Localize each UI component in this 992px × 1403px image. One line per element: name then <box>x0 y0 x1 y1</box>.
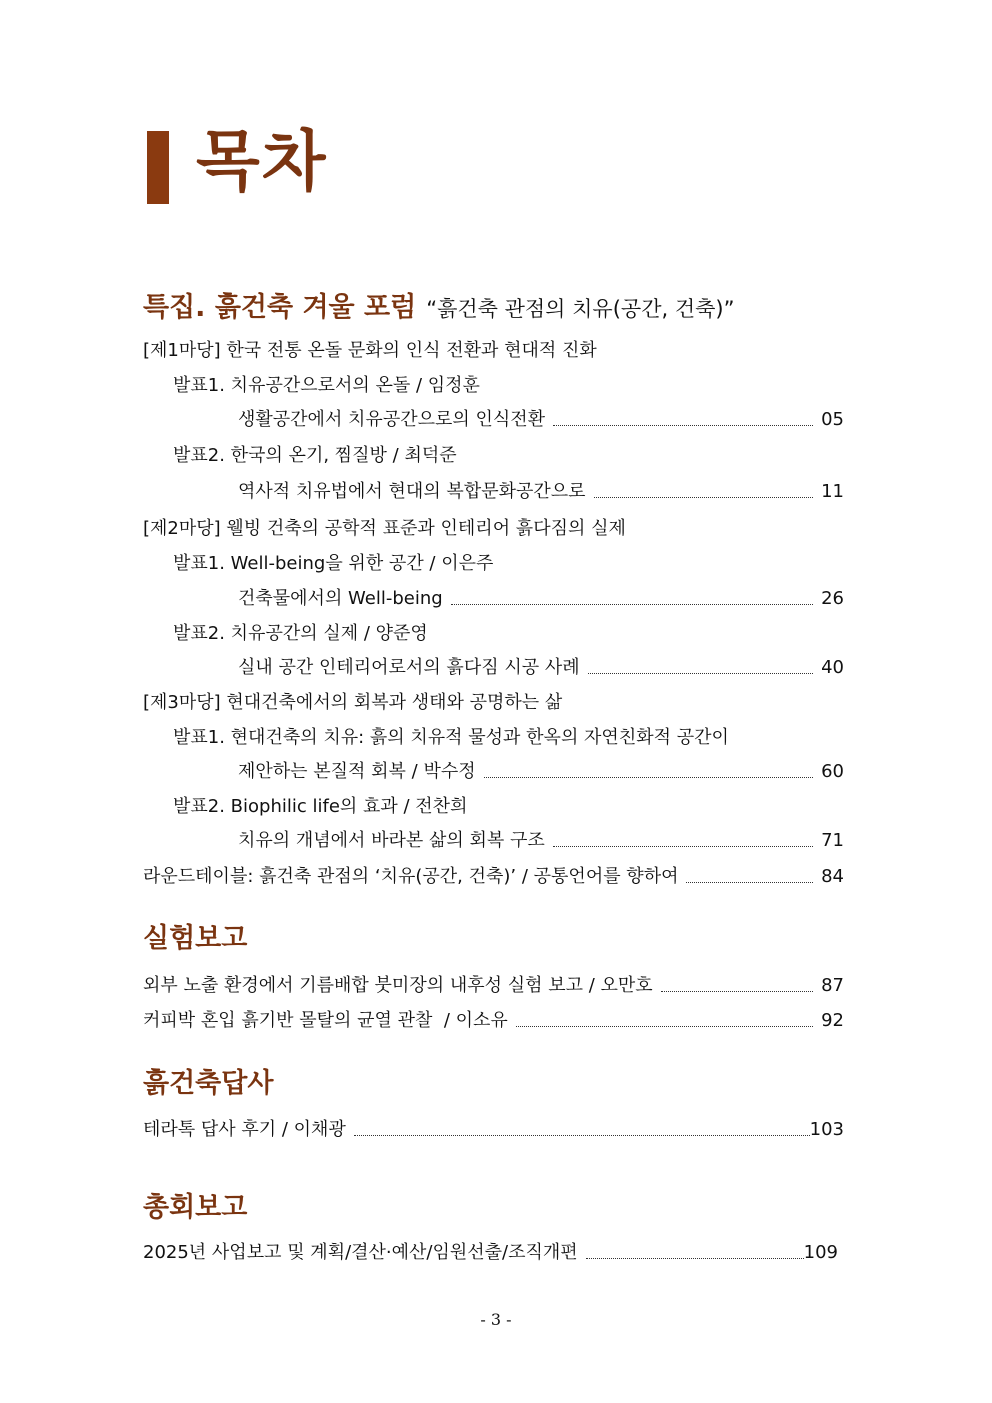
madang-2-heading: [제2마당] 웰빙 건축의 공학적 표준과 인테리어 흙다짐의 실제 <box>143 518 626 539</box>
dot-leader <box>354 1134 810 1136</box>
toc-entry[interactable] <box>238 586 844 612</box>
toc-page-number: 109 <box>803 1242 838 1263</box>
toc-entry-title: 건축물에서의 Well-being <box>238 588 443 609</box>
toc-page-number: 103 <box>809 1119 844 1140</box>
toc-entry[interactable] <box>143 1240 838 1266</box>
toc-entry[interactable] <box>238 407 844 433</box>
section-heading-experiment: 실험보고 <box>143 923 248 954</box>
toc-entry-label: 발표2. Biophilic life의 효과 / 전찬희 <box>173 796 468 817</box>
madang-3-heading: [제3마당] 현대건축에서의 회복과 생태와 공명하는 삶 <box>143 692 563 713</box>
toc-entry-title: 커피박 혼입 흙기반 몰탈의 균열 관찰 / 이소유 <box>143 1010 508 1031</box>
section-heading-general: 총회보고 <box>143 1192 248 1223</box>
toc-entry[interactable] <box>238 759 844 785</box>
toc-page-number: 40 <box>821 657 844 678</box>
page-title: 목차 <box>196 123 328 200</box>
toc-page-number: 11 <box>821 481 844 502</box>
toc-page-number: 60 <box>821 761 844 782</box>
toc-entry-roundtable[interactable] <box>143 864 844 890</box>
section-heading-visit: 흙건축답사 <box>143 1068 274 1099</box>
toc-page-number: 26 <box>821 588 844 609</box>
toc-entry-title: 치유의 개념에서 바라본 삶의 회복 구조 <box>238 830 545 851</box>
toc-entry-title: 실내 공간 인테리어로서의 흙다짐 시공 사례 <box>238 657 580 678</box>
toc-entry[interactable] <box>143 1117 844 1143</box>
dot-leader <box>594 496 814 498</box>
dot-leader <box>586 1257 804 1259</box>
toc-entry-title: 2025년 사업보고 및 계획/결산·예산/임원선출/조직개편 <box>143 1242 578 1263</box>
toc-page-number: 92 <box>821 1010 844 1031</box>
toc-entry-label: 발표2. 한국의 온기, 찜질방 / 최덕준 <box>173 445 457 466</box>
dot-leader <box>451 603 813 605</box>
toc-entry-label: 발표1. Well-being을 위한 공간 / 이은주 <box>173 553 494 574</box>
toc-entry-title: 제안하는 본질적 회복 / 박수정 <box>238 761 476 782</box>
dot-leader <box>686 881 813 883</box>
toc-entry-title: 테라톡 답사 후기 / 이채광 <box>143 1119 346 1140</box>
toc-entry-title: 역사적 치유법에서 현대의 복합문화공간으로 <box>238 481 586 502</box>
toc-entry-title: 생활공간에서 치유공간으로의 인식전환 <box>238 409 546 430</box>
toc-page-number: 05 <box>821 409 844 430</box>
toc-entry[interactable] <box>143 1008 844 1034</box>
toc-page-number: 71 <box>821 830 844 851</box>
title-accent-bar <box>147 131 169 204</box>
section-subtitle: “흙건축 관점의 치유(공간, 건축)” <box>426 297 735 321</box>
dot-leader <box>516 1025 813 1027</box>
toc-page-number: 84 <box>821 866 844 887</box>
dot-leader <box>588 672 814 674</box>
toc-page-number: 87 <box>821 975 844 996</box>
toc-entry[interactable] <box>238 828 844 854</box>
dot-leader <box>553 424 813 426</box>
toc-entry-label: 발표1. 치유공간으로서의 온돌 / 임정훈 <box>173 375 480 396</box>
dot-leader <box>661 990 813 992</box>
dot-leader <box>553 845 813 847</box>
toc-entry-title: 외부 노출 환경에서 기름배합 붓미장의 내후성 실험 보고 / 오만호 <box>143 975 653 996</box>
section-heading-feature <box>143 290 734 327</box>
toc-entry-label: 발표2. 치유공간의 실제 / 양준영 <box>173 623 428 644</box>
toc-entry[interactable] <box>238 479 844 505</box>
madang-1-heading: [제1마당] 한국 전통 온돌 문화의 인식 전환과 현대적 진화 <box>143 340 597 361</box>
toc-entry[interactable] <box>143 973 844 999</box>
toc-entry[interactable] <box>238 655 844 681</box>
dot-leader <box>484 776 813 778</box>
page-number: - 3 - <box>480 1310 512 1329</box>
toc-entry-label: 발표1. 현대건축의 치유: 흙의 치유적 물성과 한옥의 자연친화적 공간이 <box>173 727 729 748</box>
toc-entry-title: 라운드테이블: 흙건축 관점의 ‘치유(공간, 건축)’ / 공통언어를 향하여 <box>143 866 679 887</box>
section-title: 특집. 흙건축 겨울 포럼 <box>143 292 417 323</box>
